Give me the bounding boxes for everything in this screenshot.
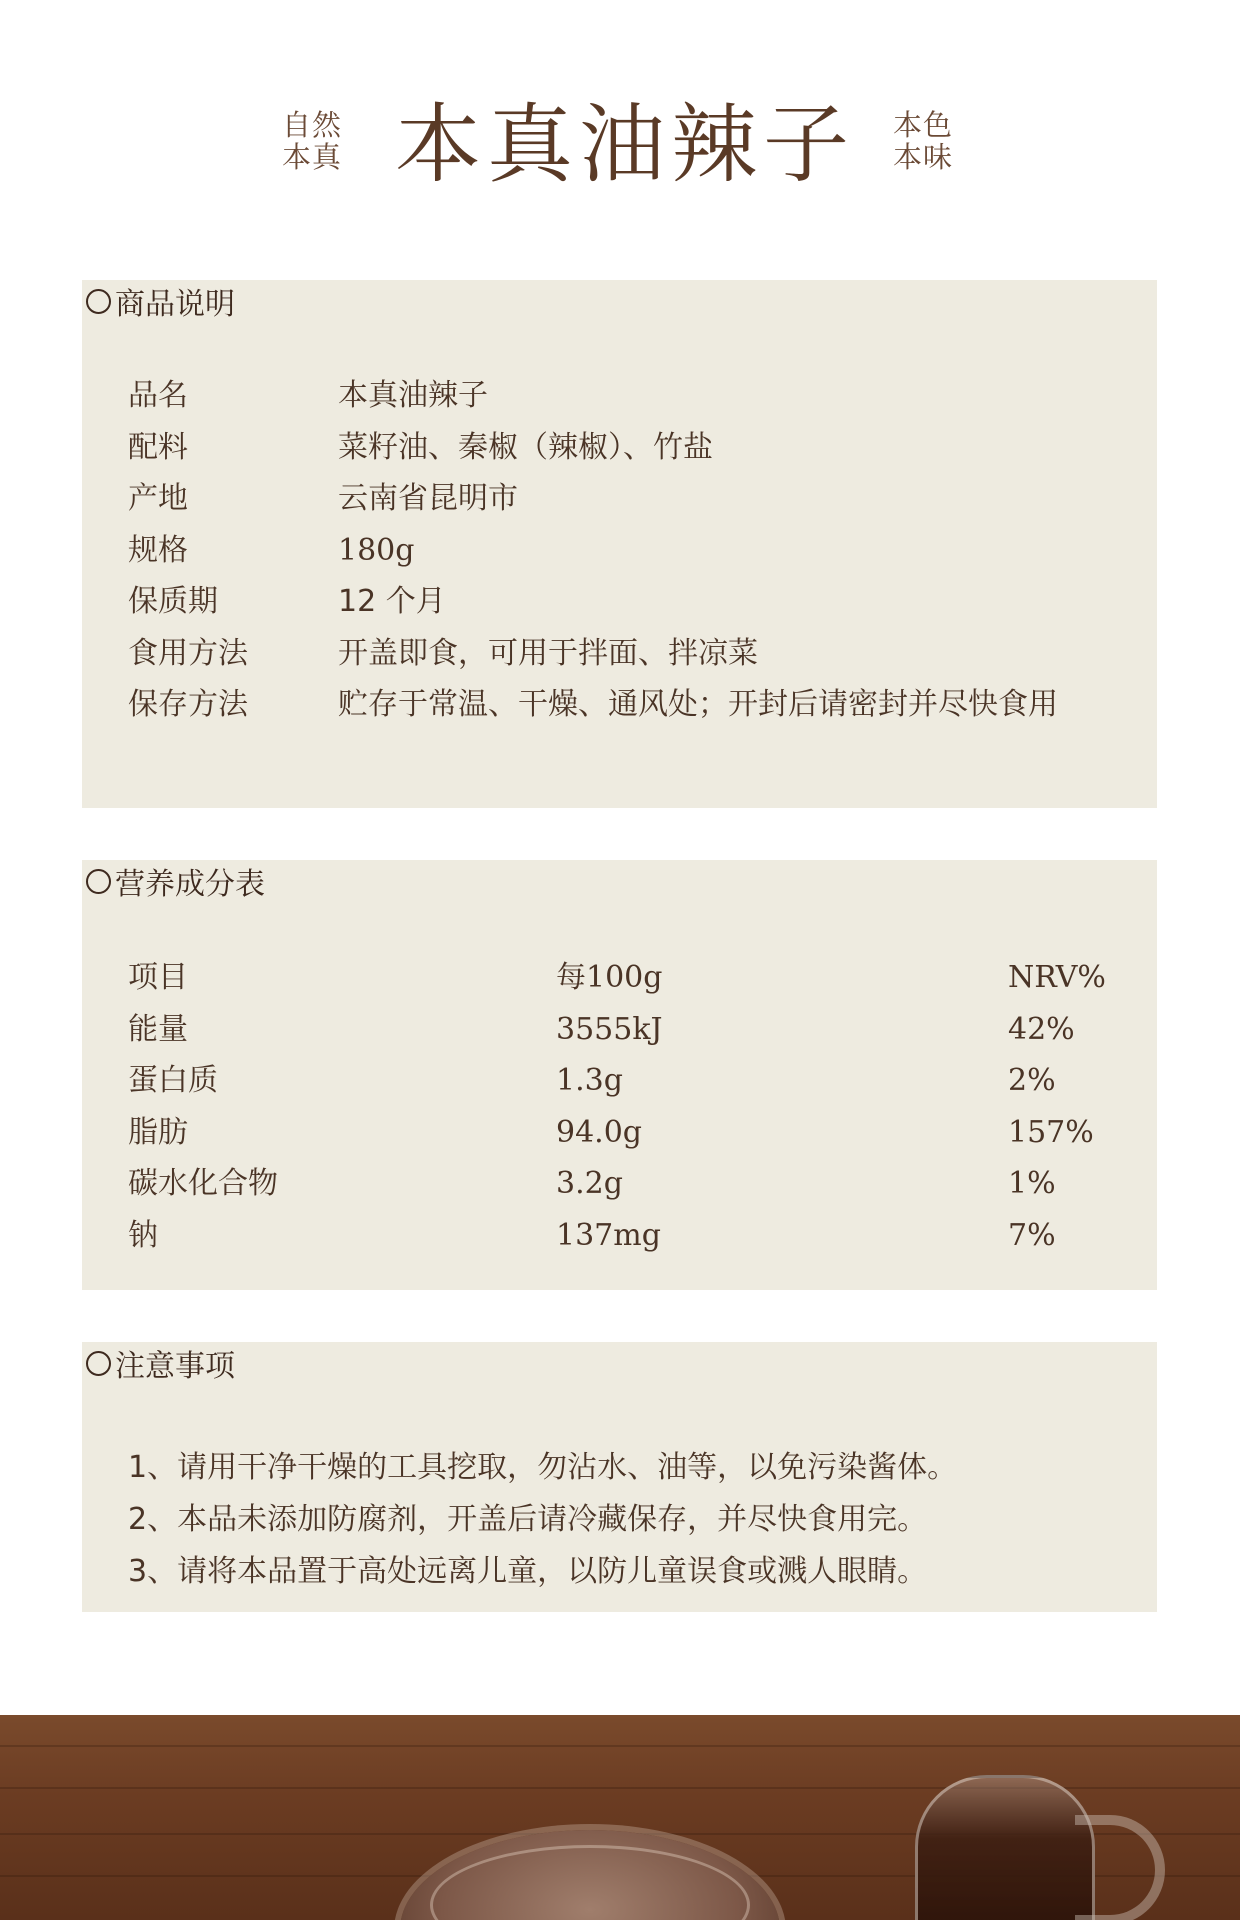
nutrition-row [128,1055,1137,1107]
slogan-right [893,109,953,173]
info-label: 规格 [128,532,188,568]
nutrition-row [128,1004,1137,1056]
circle-icon [86,289,111,314]
nutrient-nrv: 7% [1008,1217,1056,1253]
nutrient-amount: 3555kJ [556,1011,663,1047]
info-row-shelf-life [128,576,1137,628]
nutrient-amount: 94.0g [556,1114,643,1150]
nutrient-amount: 137mg [556,1217,661,1253]
info-value: 开盖即食，可用于拌面、拌凉菜 [338,635,758,671]
circle-icon [86,1351,111,1376]
info-label: 产地 [128,481,188,516]
page-title: 本真油辣子 [395,95,855,195]
info-row-storage [128,679,1137,782]
nutrient-nrv: 2% [1008,1063,1056,1098]
info-row-name [128,370,1137,422]
nutrition-heading [86,860,265,902]
nutrient-name: 钠 [128,1217,158,1253]
column-header-per-100g: 每100g [556,960,663,995]
pitcher-handle-image [1075,1815,1165,1920]
nutrient-amount: 1.3g [556,1063,623,1098]
info-value: 菜籽油、秦椒（辣椒）、竹盐 [338,429,713,465]
column-header-nrv: NRV% [1008,960,1106,995]
wood-grain [0,1745,1240,1747]
nutrition-row [128,1107,1137,1159]
info-value: 贮存于常温、干燥、通风处；开封后请密封并尽快食用 [338,687,1058,722]
nutrition-row [128,1158,1137,1210]
nutrient-amount: 3.2g [556,1166,623,1201]
nutrient-name: 碳水化合物 [128,1166,278,1201]
info-value: 180g [338,532,415,568]
nutrient-nrv: 1% [1008,1166,1056,1201]
note-item: 2、本品未添加防腐剂，开盖后请冷藏保存，并尽快食用完。 [128,1502,928,1537]
nutrition-row [128,1210,1137,1262]
notes-title: 注意事项 [115,1349,235,1384]
slogan-left-line-2: 本真 [282,140,343,174]
notes-panel [82,1342,1157,1612]
product-info-title: 商品说明 [115,287,235,322]
nutrient-name: 脂肪 [128,1114,188,1150]
info-label: 食用方法 [128,635,248,671]
note-item: 3、请将本品置于高处远离儿童，以防儿童误食或溅人眼睛。 [128,1554,928,1589]
nutrient-name: 蛋白质 [128,1063,218,1098]
info-value: 12 个月 [338,584,446,619]
info-value: 云南省昆明市 [338,481,518,516]
nutrition-title: 营养成分表 [115,867,265,902]
notes-heading [86,1342,235,1384]
nutrient-nrv: 42% [1008,1011,1075,1047]
info-value: 本真油辣子 [338,378,488,413]
slogan-left-line-1: 自然 [282,108,343,142]
info-row-origin [128,473,1137,525]
nutrient-nrv: 157% [1008,1114,1094,1150]
column-header-item: 项目 [128,960,188,995]
product-info-heading [86,280,235,322]
note-item: 1、请用干净干燥的工具挖取，勿沾水、油等，以免污染酱体。 [128,1450,958,1485]
page-header [0,95,1240,195]
info-label: 保质期 [128,584,218,619]
oil-pitcher-image [915,1775,1095,1920]
info-label: 配料 [128,429,188,465]
product-photo [0,1715,1240,1920]
notes-list [128,1442,1137,1598]
product-info-panel [82,280,1157,808]
info-label: 品名 [128,378,188,413]
nutrient-name: 能量 [128,1011,188,1047]
nutrition-panel [82,860,1157,1290]
circle-icon [86,869,111,894]
slogan-right-line-2: 本味 [893,140,954,174]
info-row-ingredients [128,422,1137,474]
info-label: 保存方法 [128,687,248,722]
info-row-usage [128,628,1137,680]
info-row-spec [128,525,1137,577]
slogan-right-line-1: 本色 [893,108,954,142]
product-info-list [128,370,1137,782]
nutrition-table [128,952,1137,1261]
slogan-left [282,109,342,173]
nutrition-header-row [128,952,1137,1004]
